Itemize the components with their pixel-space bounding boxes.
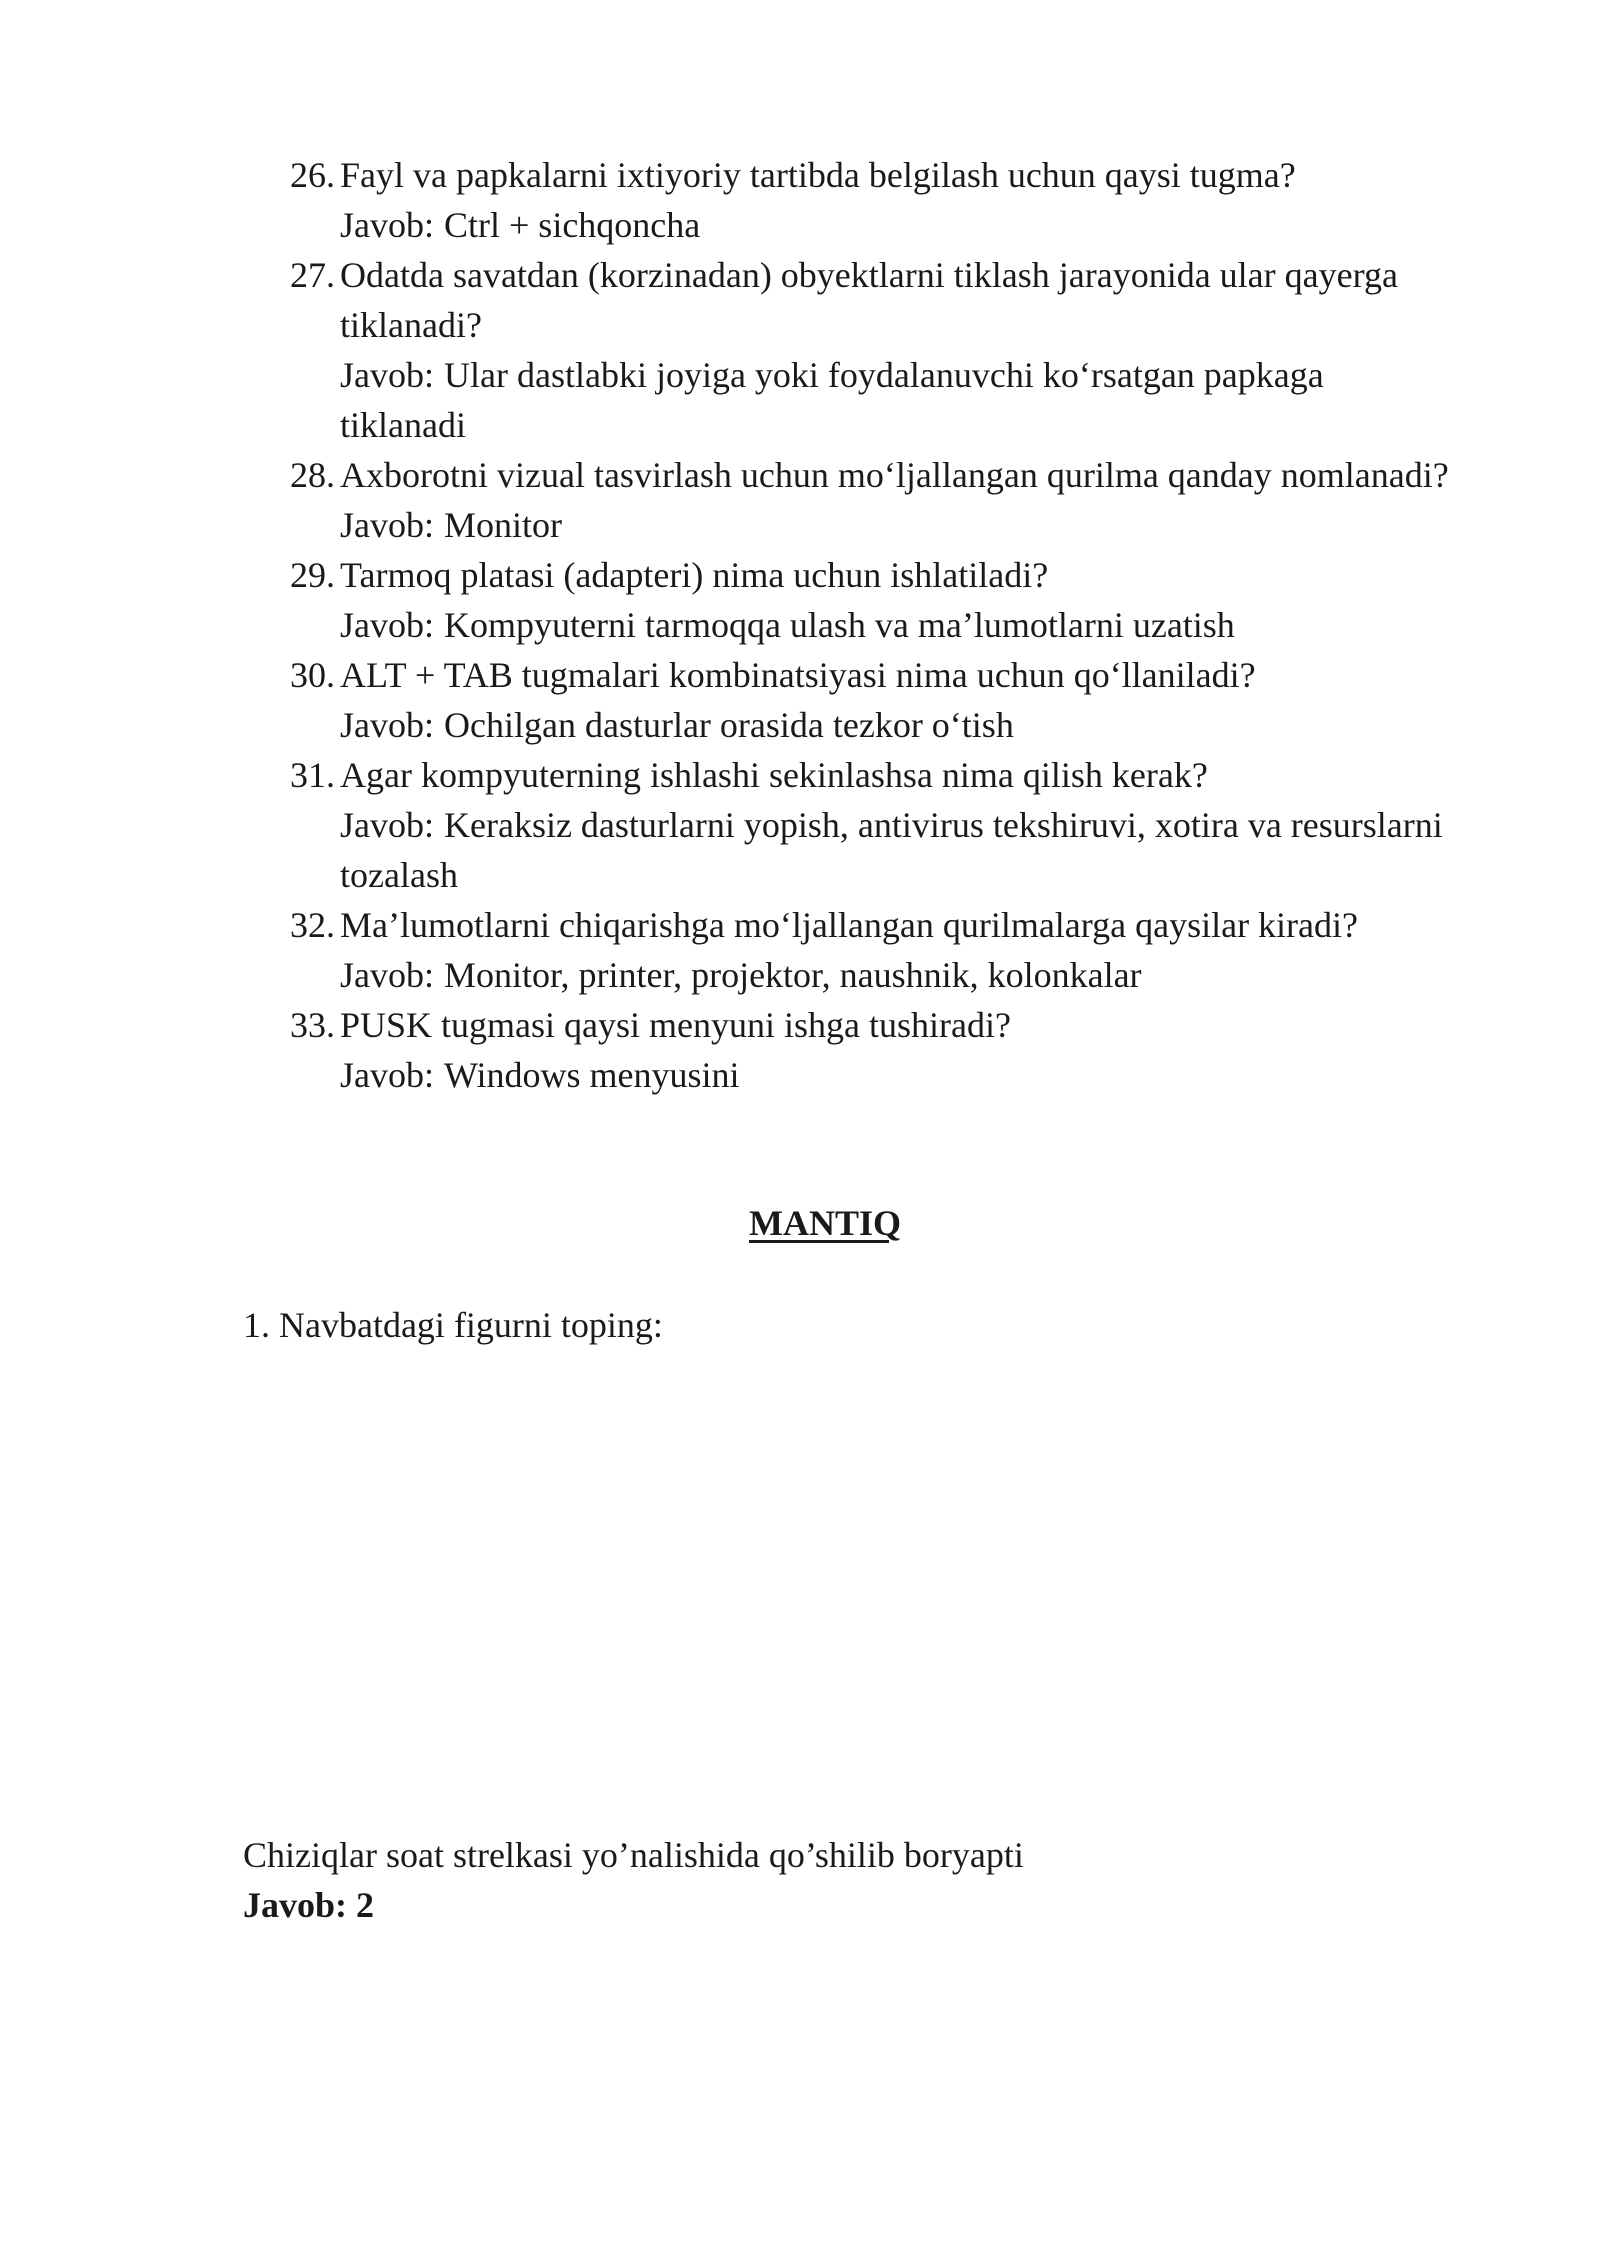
question-item-33 (290, 1000, 1450, 1100)
answer-line (340, 350, 1450, 450)
answer-text: Ochilgan dasturlar orasida tezkor o‘tish (444, 705, 1014, 745)
question-body (340, 1000, 1450, 1100)
question-item-32 (290, 900, 1450, 1000)
logic-explanation: Chiziqlar soat strelkasi yo’nalishida qo’shilib boryapti (243, 1835, 1024, 1875)
question-number: 31. (290, 755, 335, 795)
answer-label: Javob: (340, 955, 434, 995)
question-text: Fayl va papkalarni ixtiyoriy tartibda belgilash uchun qaysi tugma? (340, 155, 1296, 195)
answer-line (340, 500, 1450, 550)
answer-text: Monitor, printer, projektor, naushnik, kolonkalar (444, 955, 1142, 995)
question-number: 33. (290, 1005, 335, 1045)
question-number: 32. (290, 905, 335, 945)
question-text: Axborotni vizual tasvirlash uchun mo‘ljallangan qurilma qanday nomlanadi? (340, 455, 1449, 495)
answer-text: Ular dastlabki joyiga yoki foydalanuvchi ko‘rsatgan papkaga tiklanadi (340, 355, 1324, 445)
question-number: 29. (290, 555, 335, 595)
question-item-27 (290, 250, 1450, 450)
question-body (340, 550, 1450, 650)
answer-line (340, 600, 1450, 650)
answer-label: Javob: (340, 1055, 434, 1095)
answer-line (340, 800, 1450, 900)
answer-label: Javob: (340, 505, 434, 545)
answer-line (340, 1050, 1450, 1100)
question-number: 26. (290, 155, 335, 195)
question-body (340, 900, 1450, 1000)
question-text: Ma’lumotlarni chiqarishga mo‘ljallangan qurilmalarga qaysilar kiradi? (340, 905, 1359, 945)
question-item-30 (290, 650, 1450, 750)
question-text: ALT + TAB tugmalari kombinatsiyasi nima uchun qo‘llaniladi? (340, 655, 1256, 695)
question-list (290, 150, 1450, 1100)
answer-label: Javob: (340, 355, 434, 395)
question-body (340, 650, 1450, 750)
question-number: 28. (290, 455, 335, 495)
logic-answer: Javob: 2 (243, 1885, 375, 1925)
answer-text: Ctrl + sichqoncha (444, 205, 701, 245)
question-item-28 (290, 450, 1450, 550)
question-body (340, 750, 1450, 900)
question-body (340, 150, 1450, 250)
answer-text: Monitor (444, 505, 563, 545)
answer-text: Kompyuterni tarmoqqa ulash va ma’lumotlarni uzatish (444, 605, 1235, 645)
question-item-31 (290, 750, 1450, 900)
answer-text: Windows menyusini (444, 1055, 740, 1095)
question-number: 27. (290, 255, 335, 295)
answer-label: Javob: (340, 705, 434, 745)
question-body (340, 250, 1450, 450)
logic-question: 1. Navbatdagi figurni toping: (243, 1305, 663, 1345)
answer-line (340, 950, 1450, 1000)
question-text: Odatda savatdan (korzinadan) obyektlarni tiklash jarayonida ular qayerga tiklanadi? (340, 255, 1398, 345)
question-item-29 (290, 550, 1450, 650)
question-body (340, 450, 1450, 550)
question-text: Tarmoq platasi (adapteri) nima uchun ishlatiladi? (340, 555, 1049, 595)
answer-line (340, 700, 1450, 750)
answer-label: Javob: (340, 805, 434, 845)
question-item-26 (290, 150, 1450, 250)
question-number: 30. (290, 655, 335, 695)
answer-label: Javob: (340, 205, 434, 245)
answer-line (340, 200, 1450, 250)
figure-placeholder (243, 1370, 1393, 1810)
question-text: Agar kompyuterning ishlashi sekinlashsa nima qilish kerak? (340, 755, 1208, 795)
answer-text: Keraksiz dasturlarni yopish, antivirus tekshiruvi, xotira va resurslarni tozalash (340, 805, 1443, 895)
question-text: PUSK tugmasi qaysi menyuni ishga tushiradi? (340, 1005, 1011, 1045)
section-heading (0, 1198, 1600, 1248)
section-heading-text: MANTIQ (749, 1203, 901, 1243)
answer-label: Javob: (340, 605, 434, 645)
